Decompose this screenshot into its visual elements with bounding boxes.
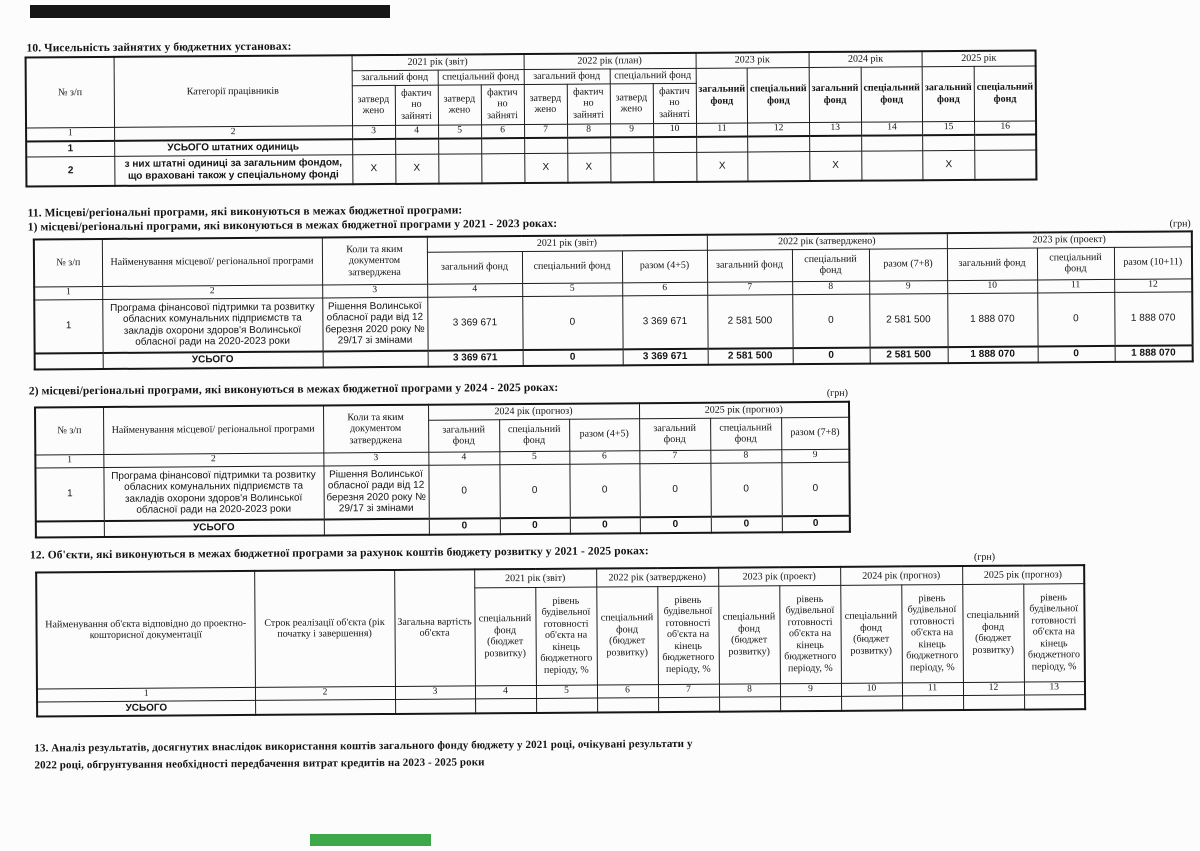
fund-header: разом (7+8) (869, 248, 947, 281)
fund-header: спеціальний фонд (747, 67, 809, 122)
col-header-program-name: Найменування місцевої/ регіональної програми (102, 237, 322, 286)
col-number-cell: 6 (481, 124, 524, 138)
fund-header: спеціальний фонд (бюджет розвитку) (962, 584, 1024, 682)
empty-cell (35, 353, 103, 369)
col-number-cell: 11 (696, 122, 748, 136)
fund-header: спеціальний фонд (499, 419, 569, 451)
currency-note: (грн) (973, 551, 996, 563)
col-number-cell: 14 (861, 121, 923, 135)
empty-cell (780, 696, 841, 711)
col-header-cost: Загальна вартість об'єкта (394, 569, 475, 686)
total-amount-cell: 0 (523, 349, 623, 365)
fund-header: спеціальний фонд (792, 249, 869, 282)
x-mark-cell: X (395, 154, 438, 184)
col-number-cell: 9 (781, 449, 849, 462)
subcol-header: затверд жено (438, 84, 481, 124)
year-group-header: 2021 рік (звіт) (352, 54, 524, 70)
col-number-cell: 3 (352, 125, 395, 139)
col-number-cell: 8 (792, 281, 869, 295)
col-number-cell: 12 (963, 682, 1024, 695)
x-mark-cell: X (810, 151, 862, 181)
year-group-header: 2023 рік (проект) (947, 231, 1192, 248)
total-amount-cell: 2 581 500 (708, 348, 793, 364)
fund-header: загальний фонд (696, 67, 748, 122)
subcol-header: затверд жено (610, 83, 653, 123)
col-number-cell: 3 (322, 284, 427, 298)
empty-cell (536, 698, 597, 713)
col-header-doc: Коли та яким документом затверджена (323, 405, 428, 453)
empty-cell (861, 150, 923, 180)
col-number-cell: 7 (639, 450, 710, 463)
col-number-cell: 3 (395, 685, 475, 699)
empty-cell (395, 139, 438, 154)
col-number-cell: 10 (841, 682, 902, 695)
fund-header: загальний фонд (922, 66, 974, 121)
empty-cell (395, 698, 475, 714)
col-header-term: Строк реалізації об'єкта (рік початку і завершення) (254, 570, 395, 687)
bottom-highlight-bar (310, 834, 431, 846)
year-group-header: 2022 рік (затверджено) (596, 568, 718, 587)
col-header-object-name: Найменування об'єкта відповідно до проектно-кошторисної документації (36, 571, 255, 689)
total-amount-cell: 1 888 070 (948, 346, 1038, 362)
readiness-header: рівень будівельної готовності об'єкта на кінець бюджетного періоду, % (901, 584, 963, 682)
col-number-cell: 6 (622, 282, 707, 296)
col-number-cell: 1 (37, 687, 255, 702)
col-number-cell: 4 (475, 685, 536, 698)
subcol-header: фактич но зайняті (481, 84, 524, 124)
year-group-header: 2025 рік (прогноз) (962, 565, 1084, 584)
total-label-cell: УСЬОГО (104, 519, 324, 536)
year-group-header: 2025 рік (прогноз) (639, 402, 849, 418)
row-number-cell: 1 (35, 467, 103, 521)
year-group-header: 2022 рік (затверджено) (707, 233, 947, 250)
x-mark-cell: X (567, 152, 610, 182)
subcol-header: затверд жено (352, 85, 395, 125)
empty-cell (975, 134, 1037, 149)
total-amount-cell: 0 (570, 517, 640, 533)
empty-cell (923, 135, 975, 150)
fund-header: спеціальний фонд (610, 68, 696, 84)
fund-header: спеціальний фонд (522, 250, 622, 283)
col-number-cell: 3 (323, 452, 428, 466)
empty-cell (653, 152, 696, 182)
year-group-header: 2022 рік (план) (524, 53, 696, 69)
fund-header: спеціальний фонд (861, 66, 923, 121)
section-11-sub1-title: 1) місцеві/регіональні програми, які виконуються в межах бюджетної програми у 2021 - 2023 роках: (27, 217, 558, 234)
amount-cell: 2 581 500 (869, 293, 947, 348)
amount-cell: 3 369 671 (427, 296, 522, 351)
amount-cell: 0 (781, 462, 849, 516)
section-11-sub2-title: 2) місцеві/регіональні програми, які виконуються в межах бюджетної програми у 2024 - 2025 роках: (28, 381, 559, 398)
col-number-cell: 5 (438, 124, 481, 138)
readiness-header: рівень будівельної готовності об'єкта на кінець бюджетного періоду, % (1023, 583, 1085, 681)
program-name-cell: Програма фінансової підтримки та розвитку обласних комунальних підприємств та закладів охорони здоров'я Волинської обласної ради на 2020-2023 роки (103, 465, 323, 521)
empty-cell (597, 697, 658, 712)
fund-header: спеціальний фонд (бюджет розвитку) (718, 585, 780, 683)
col-number-cell: 8 (567, 123, 610, 137)
fund-header: загальний фонд (809, 67, 861, 122)
fund-header: спеціальний фонд (бюджет розвитку) (474, 587, 536, 685)
section-11-title: 11. Місцеві/регіональні програми, які виконуються в межах бюджетної програми: (27, 204, 463, 220)
amount-cell: 0 (499, 464, 569, 518)
empty-cell (475, 698, 536, 713)
fund-header: спеціальний фонд (1037, 247, 1114, 280)
category-cell: з них штатні одиниці за загальним фондом, що враховані також у спеціальному фонді (114, 154, 352, 186)
empty-cell (481, 138, 524, 153)
col-header-no: № з/п (26, 57, 114, 128)
year-group-header: 2024 рік (809, 51, 922, 67)
fund-header: спеціальний фонд (бюджет розвитку) (596, 586, 658, 684)
empty-cell (352, 139, 395, 154)
total-amount-cell: 3 369 671 (623, 349, 708, 365)
empty-cell (1024, 694, 1085, 709)
total-amount-cell: 2 581 500 (870, 347, 948, 363)
empty-cell (696, 136, 748, 151)
year-group-header: 2024 рік (прогноз) (840, 566, 962, 585)
section-10-title: 10. Чисельність зайнятих у бюджетних установах: (26, 40, 292, 55)
total-amount-cell: 0 (1038, 346, 1115, 362)
fund-header: разом (7+8) (781, 417, 849, 449)
amount-cell: 1 888 070 (1114, 291, 1192, 346)
year-group-header: 2023 рік (696, 52, 809, 68)
fund-header: спеціальний фонд (бюджет розвитку) (840, 584, 902, 682)
fund-header: загальний фонд (947, 247, 1037, 280)
readiness-header: рівень будівельної готовності об'єкта на кінець бюджетного періоду, % (657, 586, 719, 684)
fund-header: разом (4+5) (622, 250, 707, 283)
currency-note: (грн) (826, 387, 848, 399)
empty-cell (36, 521, 104, 537)
fund-header: спеціальний фонд (438, 69, 524, 85)
total-amount-cell: 0 (711, 516, 782, 532)
subcol-header: затверд жено (524, 84, 567, 124)
fund-header: разом (4+5) (569, 418, 639, 450)
empty-cell (438, 138, 481, 153)
total-amount-cell: 0 (793, 348, 870, 364)
objects-table (35, 564, 1086, 717)
empty-cell (255, 699, 395, 715)
col-number-cell: 5 (536, 685, 597, 698)
empty-cell (323, 351, 428, 367)
empty-cell (963, 695, 1024, 710)
x-mark-cell: X (524, 153, 567, 183)
empty-cell (975, 149, 1037, 179)
fund-header: спеціальний фонд (974, 65, 1036, 120)
empty-cell (324, 519, 429, 535)
col-header-no: № з/п (35, 407, 103, 454)
year-group-header: 2025 рік (922, 50, 1036, 66)
row-number-cell: 1 (26, 141, 114, 157)
amount-cell: 0 (428, 464, 499, 518)
amount-cell: 0 (792, 294, 869, 349)
empty-cell (861, 135, 923, 150)
col-number-cell: 8 (710, 449, 781, 462)
col-number-cell: 15 (923, 121, 975, 135)
amount-cell: 2 581 500 (707, 294, 792, 349)
currency-note: (грн) (1169, 218, 1191, 230)
col-number-cell: 12 (1114, 278, 1192, 292)
year-group-header: 2023 рік (проект) (718, 567, 840, 586)
total-amount-cell: 3 369 671 (428, 350, 523, 366)
row-number-cell: 1 (34, 299, 102, 353)
programs-table-2021-2023 (33, 230, 1194, 370)
col-number-cell: 13 (1024, 681, 1085, 694)
empty-cell (841, 695, 902, 710)
program-name-cell: Програма фінансової підтримки та розвитку обласних комунальних підприємств та закладів охорони здоров'я Волинської обласної ради на 2020-2023 роки (102, 297, 322, 353)
analysis-line-1: 13. Аналіз результатів, досягнутих внаслідок використання коштів загального фонду бюджету у 2021 році, очікувані результати у (34, 737, 693, 755)
empty-cell (481, 153, 524, 183)
row-number-cell: 2 (26, 156, 114, 187)
col-number-cell: 2 (103, 452, 323, 467)
readiness-header: рівень будівельної готовності об'єкта на кінець бюджетного періоду, % (535, 587, 597, 685)
empty-cell (438, 153, 481, 183)
empty-cell (610, 152, 653, 182)
col-header-no: № з/п (34, 239, 102, 286)
fund-header: загальний фонд (707, 249, 792, 282)
fund-header: разом (10+11) (1114, 246, 1192, 279)
total-amount-cell: 0 (782, 516, 850, 532)
empty-cell (809, 136, 861, 151)
fund-header: загальний фонд (427, 251, 522, 284)
col-number-cell: 1 (26, 127, 114, 142)
col-number-cell: 16 (974, 120, 1036, 134)
total-label-cell: УСЬОГО (37, 700, 255, 717)
subcol-header: фактич но зайняті (395, 85, 438, 125)
col-number-cell: 8 (719, 683, 780, 696)
col-number-cell: 4 (428, 451, 499, 464)
col-number-cell: 7 (707, 281, 792, 295)
year-group-header: 2024 рік (прогноз) (428, 403, 639, 419)
fund-header: загальний фонд (428, 419, 499, 451)
section-12-title: 12. Об'єкти, які виконуються в межах бюджетної програми за рахунок коштів бюджету розвитку у 2021 - 2025 роках: (29, 545, 649, 562)
readiness-header: рівень будівельної готовності об'єкта на кінець бюджетного періоду, % (779, 585, 841, 683)
col-number-cell: 9 (869, 280, 947, 294)
col-number-cell: 1 (35, 454, 103, 467)
analysis-paragraph (34, 736, 692, 775)
empty-cell (653, 137, 696, 152)
fund-header: загальний фонд (524, 68, 610, 84)
x-mark-cell: X (696, 151, 748, 181)
empty-cell (719, 696, 780, 711)
col-number-cell: 6 (569, 450, 639, 463)
col-number-cell: 2 (114, 125, 352, 141)
col-number-cell: 10 (947, 279, 1037, 293)
subcol-header: фактич но зайняті (567, 83, 610, 123)
empty-cell (567, 137, 610, 152)
amount-cell: 0 (710, 462, 781, 516)
analysis-line-2: 2022 році, обгрунтування необхідності передбачення витрат кредитів на 2023 - 2025 роки (34, 756, 485, 772)
amount-cell: 0 (522, 295, 622, 350)
col-number-cell: 13 (809, 122, 861, 136)
col-number-cell: 7 (658, 684, 719, 697)
empty-cell (524, 138, 567, 153)
empty-cell (748, 136, 810, 151)
empty-cell (902, 695, 963, 710)
col-number-cell: 10 (653, 123, 696, 137)
col-number-cell: 6 (597, 684, 658, 697)
total-amount-cell: 0 (640, 517, 711, 533)
amount-cell: 1 888 070 (947, 292, 1037, 347)
col-number-cell: 4 (427, 283, 522, 297)
x-mark-cell: X (923, 150, 975, 180)
amount-cell: 0 (1037, 292, 1114, 347)
employees-table (25, 49, 1038, 187)
col-number-cell: 5 (522, 282, 622, 296)
col-number-cell: 11 (1037, 279, 1114, 293)
approval-doc-cell: Рішення Волинської обласної ради від 12 березня 2020 року № 29/17 зі змінами (323, 465, 428, 520)
category-cell: УСЬОГО штатних одиниць (114, 139, 352, 156)
col-number-cell: 5 (499, 451, 569, 464)
total-amount-cell: 0 (500, 518, 570, 534)
amount-cell: 0 (569, 463, 639, 517)
col-number-cell: 7 (524, 124, 567, 138)
subcol-header: фактич но зайняті (653, 83, 696, 123)
col-number-cell: 2 (255, 686, 395, 700)
col-header-program-name: Найменування місцевої/ регіональної програми (103, 405, 323, 454)
col-number-cell: 1 (34, 286, 102, 299)
total-amount-cell: 0 (429, 518, 500, 534)
col-number-cell: 11 (902, 682, 963, 695)
col-header-category: Категорії працівників (114, 55, 352, 127)
year-group-header: 2021 рік (звіт) (474, 569, 596, 588)
total-label-cell: УСЬОГО (103, 351, 323, 368)
amount-cell: 0 (639, 463, 710, 517)
col-number-cell: 9 (610, 123, 653, 137)
programs-table-2024-2025 (34, 401, 851, 538)
year-group-header: 2021 рік (звіт) (427, 235, 707, 252)
col-header-doc: Коли та яким документом затверджена (322, 237, 427, 285)
empty-cell (748, 151, 810, 181)
col-number-cell: 12 (748, 122, 810, 136)
fund-header: загальний фонд (352, 70, 438, 86)
col-number-cell: 2 (102, 284, 322, 299)
total-amount-cell: 1 888 070 (1115, 345, 1193, 361)
empty-cell (610, 137, 653, 152)
fund-header: загальний фонд (639, 418, 710, 450)
col-number-cell: 4 (395, 125, 438, 139)
amount-cell: 3 369 671 (622, 295, 707, 350)
approval-doc-cell: Рішення Волинської обласної ради від 12 березня 2020 року № 29/17 зі змінами (322, 297, 427, 352)
col-number-cell: 9 (780, 683, 841, 696)
fund-header: спеціальний фонд (710, 417, 781, 449)
x-mark-cell: X (352, 154, 395, 184)
empty-cell (658, 697, 719, 712)
